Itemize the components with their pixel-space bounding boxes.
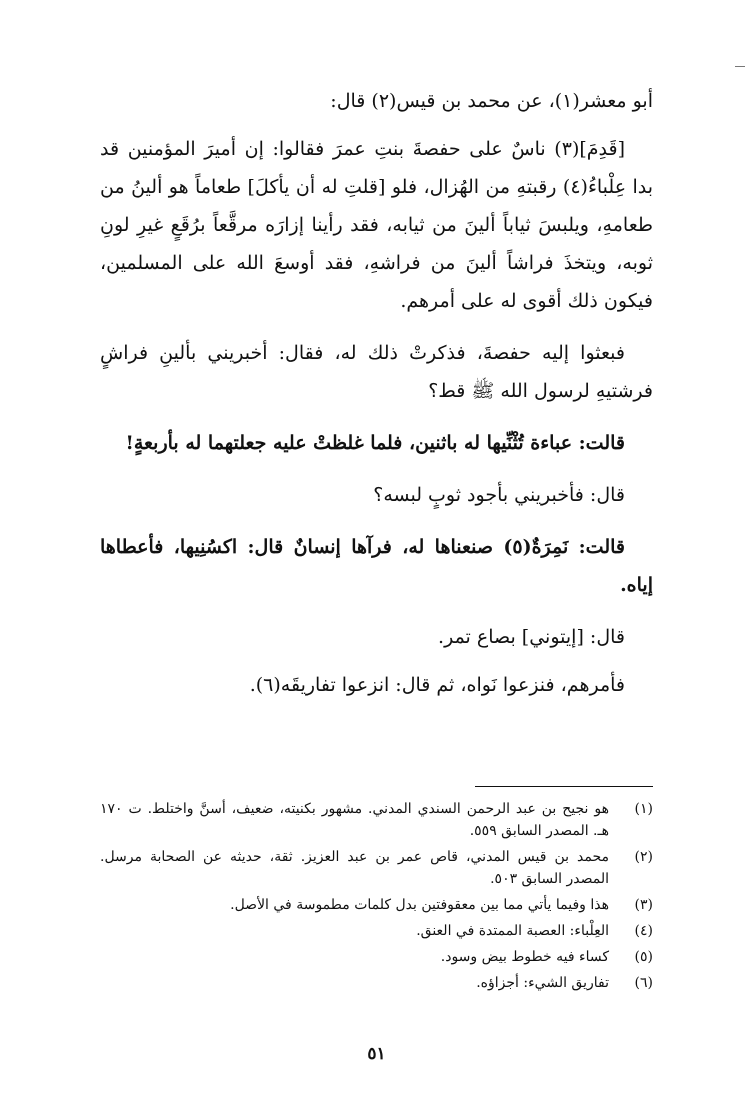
paragraph-answer-garment: قالت: نَمِرَةٌ(٥) صنعناها له، فرآها إنسانٌ قال: اكسُنِيها، فأعطاها إياه. [100,536,653,596]
margin-mark [735,66,745,67]
footnote-item [100,946,653,968]
paragraph-isnad: أبو معشر(١)، عن محمد بن قيس(٢) قال: [330,90,653,112]
footnote-item [100,920,653,942]
paragraph-answer-bed: قالت: عباءة تُثْنِّيها له باثنين، فلما غلظتْ عليه جعلتهما له بأربعةٍ! [125,432,625,454]
page-number: ٥١ [367,1044,386,1064]
paragraph-narration: [قَدِمَ](٣) ناسٌ على حفصةَ بنتِ عمرَ فقالوا: إن أميرَ المؤمنين قد بدا عِلْباءُ(٤) رقبتهِ من الهُزال، فلو [قلتِ له أن يأكلَ] طعاماً هو ألينُ من طعامهِ، ويلبسَ ثياباً ألينَ من ثيابه، فقد رأينا إزارَه مرقَّعاً برُقَعٍ غيرِ لونِ ثوبه، ويتخذَ فراشاً ألينَ من فراشهِ، فقد أوسعَ الله على المسلمين، فيكون ذلك أقوى له على أمرهم. [100,138,654,312]
footnote-text: هو نجيح بن عبد الرحمن السندي المدني. مشهور بكنيته، ضعيف، أسنَّ واختلط. ت ١٧٠ هـ. المصدر السابق ٥٥٩. [100,801,609,839]
footnote-number: (١) [634,801,653,817]
footnote-text: تفاريق الشيء: أجزاؤه. [476,975,609,991]
footnote-item [100,846,653,890]
main-text [100,82,653,718]
footnote-number: (٤) [634,923,653,939]
footnote-text: هذا وفيما يأتي مما بين معقوفتين بدل كلمات مطموسة في الأصل. [230,897,609,913]
footnote-item [100,894,653,916]
footnote-text: محمد بن قيس المدني، قاص عمر بن عبد العزيز. ثقة، حديثه عن الصحابة مرسل. المصدر السابق ٥٠٣. [100,849,609,887]
paragraph-question-garment: قال: فأخبريني بأجود ثوبٍ لبسه؟ [373,484,625,506]
footnote-item [100,798,653,842]
paragraph-dates-action: فأمرهم، فنزعوا نَواه، ثم قال: انزعوا تفاريقَه(٦). [249,674,625,696]
paragraph-dates-request: قال: [إيتوني] بصاع تمر. [438,626,625,648]
footnotes [100,798,653,998]
footnote-text: العِلْباء: العصبة الممتدة في العنق. [416,923,609,939]
paragraph-question-bed: فبعثوا إليه حفصةَ، فذكرتْ ذلك له، فقال: أخبريني بألينِ فراشٍ فرشتيهِ لرسول الله ﷺ قط؟ [100,342,653,402]
footnote-divider [475,786,653,787]
footnote-text: كساء فيه خطوط بيض وسود. [440,949,609,965]
footnote-number: (٦) [634,975,653,991]
footnote-number: (٢) [634,849,653,865]
footnote-item [100,972,653,994]
footnote-number: (٣) [634,897,653,913]
footnote-number: (٥) [634,949,653,965]
